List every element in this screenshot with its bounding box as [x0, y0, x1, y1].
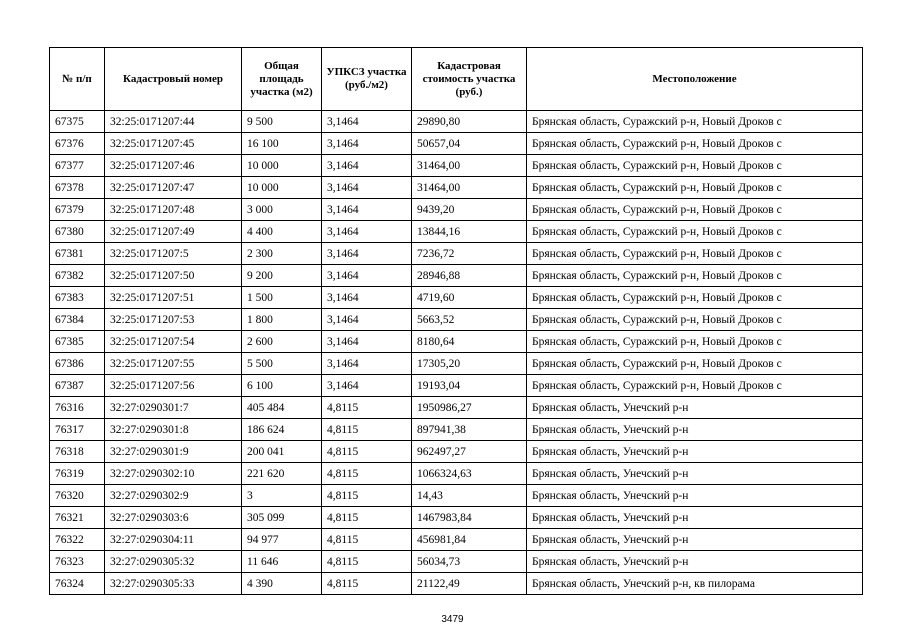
cell-upksz: 4,8115 [322, 463, 412, 485]
cell-upksz: 4,8115 [322, 485, 412, 507]
cell-area: 200 041 [242, 441, 322, 463]
cell-location: Брянская область, Суражский р-н, Новый Дроков с [527, 111, 863, 133]
cell-upksz: 4,8115 [322, 529, 412, 551]
cell-cadastral-value: 456981,84 [412, 529, 527, 551]
cell-cadastral-value: 56034,73 [412, 551, 527, 573]
cell-cadastral-value: 50657,04 [412, 133, 527, 155]
cell-number: 76324 [50, 573, 105, 595]
cell-area: 4 390 [242, 573, 322, 595]
cell-area: 94 977 [242, 529, 322, 551]
cell-location: Брянская область, Суражский р-н, Новый Дроков с [527, 243, 863, 265]
cell-number: 67383 [50, 287, 105, 309]
header-row [50, 48, 863, 111]
cell-upksz: 3,1464 [322, 265, 412, 287]
cell-upksz: 4,8115 [322, 551, 412, 573]
header-cadastral-value: Кадастровая стоимость участка (руб.) [412, 48, 527, 111]
cell-cadastral-value: 9439,20 [412, 199, 527, 221]
table-row [50, 243, 863, 265]
cell-location: Брянская область, Суражский р-н, Новый Дроков с [527, 133, 863, 155]
table-row [50, 529, 863, 551]
cell-upksz: 3,1464 [322, 177, 412, 199]
cell-location: Брянская область, Унечский р-н [527, 529, 863, 551]
cell-upksz: 3,1464 [322, 287, 412, 309]
cell-cadastral-number: 32:25:0171207:51 [105, 287, 242, 309]
cell-cadastral-number: 32:27:0290302:10 [105, 463, 242, 485]
table-row [50, 375, 863, 397]
cell-number: 67382 [50, 265, 105, 287]
table-row [50, 111, 863, 133]
header-area: Общая площадь участка (м2) [242, 48, 322, 111]
cell-cadastral-number: 32:25:0171207:55 [105, 353, 242, 375]
table-row [50, 463, 863, 485]
table-row [50, 265, 863, 287]
cell-upksz: 4,8115 [322, 397, 412, 419]
cell-location: Брянская область, Суражский р-н, Новый Дроков с [527, 331, 863, 353]
cell-upksz: 3,1464 [322, 331, 412, 353]
header-cadastral-number: Кадастровый номер [105, 48, 242, 111]
cell-cadastral-value: 17305,20 [412, 353, 527, 375]
cell-cadastral-value: 14,43 [412, 485, 527, 507]
cell-cadastral-value: 13844,16 [412, 221, 527, 243]
table-row [50, 353, 863, 375]
cell-location: Брянская область, Унечский р-н, кв пилорама [527, 573, 863, 595]
cell-cadastral-value: 8180,64 [412, 331, 527, 353]
cell-number: 67377 [50, 155, 105, 177]
cell-upksz: 4,8115 [322, 419, 412, 441]
cell-cadastral-number: 32:25:0171207:46 [105, 155, 242, 177]
cell-number: 76317 [50, 419, 105, 441]
cell-area: 16 100 [242, 133, 322, 155]
cell-cadastral-number: 32:27:0290301:9 [105, 441, 242, 463]
cell-area: 11 646 [242, 551, 322, 573]
cell-area: 3 [242, 485, 322, 507]
cell-area: 2 600 [242, 331, 322, 353]
cell-cadastral-number: 32:25:0171207:45 [105, 133, 242, 155]
cell-number: 76319 [50, 463, 105, 485]
cell-cadastral-value: 1467983,84 [412, 507, 527, 529]
cell-area: 6 100 [242, 375, 322, 397]
cell-number: 76322 [50, 529, 105, 551]
table-row [50, 309, 863, 331]
cell-number: 76318 [50, 441, 105, 463]
cell-number: 67375 [50, 111, 105, 133]
cell-location: Брянская область, Унечский р-н [527, 419, 863, 441]
cell-upksz: 3,1464 [322, 353, 412, 375]
cell-cadastral-value: 28946,88 [412, 265, 527, 287]
cell-number: 67385 [50, 331, 105, 353]
table-row [50, 397, 863, 419]
cell-location: Брянская область, Суражский р-н, Новый Дроков с [527, 221, 863, 243]
header-location: Местоположение [527, 48, 863, 111]
cell-cadastral-number: 32:25:0171207:44 [105, 111, 242, 133]
cell-number: 67384 [50, 309, 105, 331]
table-body [50, 111, 863, 595]
table-row [50, 331, 863, 353]
cell-upksz: 3,1464 [322, 221, 412, 243]
cell-number: 67379 [50, 199, 105, 221]
cell-cadastral-value: 31464,00 [412, 177, 527, 199]
cell-location: Брянская область, Суражский р-н, Новый Дроков с [527, 287, 863, 309]
cell-number: 67380 [50, 221, 105, 243]
cell-number: 76323 [50, 551, 105, 573]
header-number: № п/п [50, 48, 105, 111]
cell-area: 9 200 [242, 265, 322, 287]
cell-cadastral-number: 32:27:0290301:7 [105, 397, 242, 419]
cell-cadastral-value: 1066324,63 [412, 463, 527, 485]
cell-number: 76316 [50, 397, 105, 419]
cell-area: 4 400 [242, 221, 322, 243]
cell-area: 186 624 [242, 419, 322, 441]
cell-cadastral-number: 32:25:0171207:47 [105, 177, 242, 199]
cell-location: Брянская область, Суражский р-н, Новый Дроков с [527, 265, 863, 287]
cell-upksz: 3,1464 [322, 111, 412, 133]
cell-cadastral-value: 29890,80 [412, 111, 527, 133]
cell-cadastral-number: 32:27:0290304:11 [105, 529, 242, 551]
cell-upksz: 3,1464 [322, 155, 412, 177]
cell-location: Брянская область, Суражский р-н, Новый Дроков с [527, 375, 863, 397]
cell-upksz: 3,1464 [322, 309, 412, 331]
table-row [50, 199, 863, 221]
cell-area: 2 300 [242, 243, 322, 265]
cell-cadastral-value: 19193,04 [412, 375, 527, 397]
cell-location: Брянская область, Суражский р-н, Новый Дроков с [527, 353, 863, 375]
table-row [50, 155, 863, 177]
table-row [50, 485, 863, 507]
cell-area: 10 000 [242, 177, 322, 199]
cell-cadastral-value: 1950986,27 [412, 397, 527, 419]
table-row [50, 551, 863, 573]
cell-upksz: 3,1464 [322, 199, 412, 221]
cell-number: 76321 [50, 507, 105, 529]
cell-number: 67381 [50, 243, 105, 265]
table-header [50, 48, 863, 111]
table-row [50, 573, 863, 595]
cell-cadastral-number: 32:25:0171207:53 [105, 309, 242, 331]
cell-upksz: 4,8115 [322, 507, 412, 529]
cell-area: 10 000 [242, 155, 322, 177]
cell-area: 5 500 [242, 353, 322, 375]
cell-cadastral-value: 897941,38 [412, 419, 527, 441]
cell-upksz: 3,1464 [322, 133, 412, 155]
cell-cadastral-number: 32:25:0171207:48 [105, 199, 242, 221]
cell-number: 67378 [50, 177, 105, 199]
cell-cadastral-number: 32:27:0290302:9 [105, 485, 242, 507]
cell-location: Брянская область, Унечский р-н [527, 485, 863, 507]
cell-upksz: 4,8115 [322, 441, 412, 463]
cell-cadastral-value: 962497,27 [412, 441, 527, 463]
cell-cadastral-number: 32:25:0171207:49 [105, 221, 242, 243]
table-row [50, 441, 863, 463]
cell-cadastral-value: 7236,72 [412, 243, 527, 265]
page-number: 3479 [441, 614, 464, 625]
cell-upksz: 3,1464 [322, 243, 412, 265]
cell-number: 67386 [50, 353, 105, 375]
table-row [50, 133, 863, 155]
cell-cadastral-value: 5663,52 [412, 309, 527, 331]
cell-area: 1 500 [242, 287, 322, 309]
cell-cadastral-number: 32:27:0290303:6 [105, 507, 242, 529]
cell-number: 76320 [50, 485, 105, 507]
cell-cadastral-number: 32:25:0171207:5 [105, 243, 242, 265]
table-row [50, 287, 863, 309]
cell-cadastral-value: 31464,00 [412, 155, 527, 177]
cell-cadastral-number: 32:27:0290305:33 [105, 573, 242, 595]
cell-location: Брянская область, Унечский р-н [527, 441, 863, 463]
cadastral-table [49, 47, 863, 595]
cell-location: Брянская область, Унечский р-н [527, 551, 863, 573]
cell-location: Брянская область, Унечский р-н [527, 507, 863, 529]
cell-location: Брянская область, Суражский р-н, Новый Дроков с [527, 155, 863, 177]
cell-cadastral-number: 32:27:0290305:32 [105, 551, 242, 573]
table-row [50, 177, 863, 199]
cell-cadastral-number: 32:27:0290301:8 [105, 419, 242, 441]
table-row [50, 507, 863, 529]
cell-area: 305 099 [242, 507, 322, 529]
cell-area: 405 484 [242, 397, 322, 419]
table-row [50, 221, 863, 243]
cell-area: 221 620 [242, 463, 322, 485]
cell-location: Брянская область, Суражский р-н, Новый Дроков с [527, 309, 863, 331]
cell-cadastral-value: 21122,49 [412, 573, 527, 595]
cell-number: 67376 [50, 133, 105, 155]
cell-upksz: 3,1464 [322, 375, 412, 397]
table-row [50, 419, 863, 441]
cell-upksz: 4,8115 [322, 573, 412, 595]
cell-cadastral-value: 4719,60 [412, 287, 527, 309]
cell-cadastral-number: 32:25:0171207:50 [105, 265, 242, 287]
cell-location: Брянская область, Суражский р-н, Новый Дроков с [527, 199, 863, 221]
cell-area: 9 500 [242, 111, 322, 133]
cell-area: 3 000 [242, 199, 322, 221]
cell-cadastral-number: 32:25:0171207:56 [105, 375, 242, 397]
header-upksz: УПКСЗ участка (руб./м2) [322, 48, 412, 111]
cell-location: Брянская область, Унечский р-н [527, 463, 863, 485]
cell-location: Брянская область, Суражский р-н, Новый Дроков с [527, 177, 863, 199]
cell-area: 1 800 [242, 309, 322, 331]
cell-location: Брянская область, Унечский р-н [527, 397, 863, 419]
cell-number: 67387 [50, 375, 105, 397]
cell-cadastral-number: 32:25:0171207:54 [105, 331, 242, 353]
